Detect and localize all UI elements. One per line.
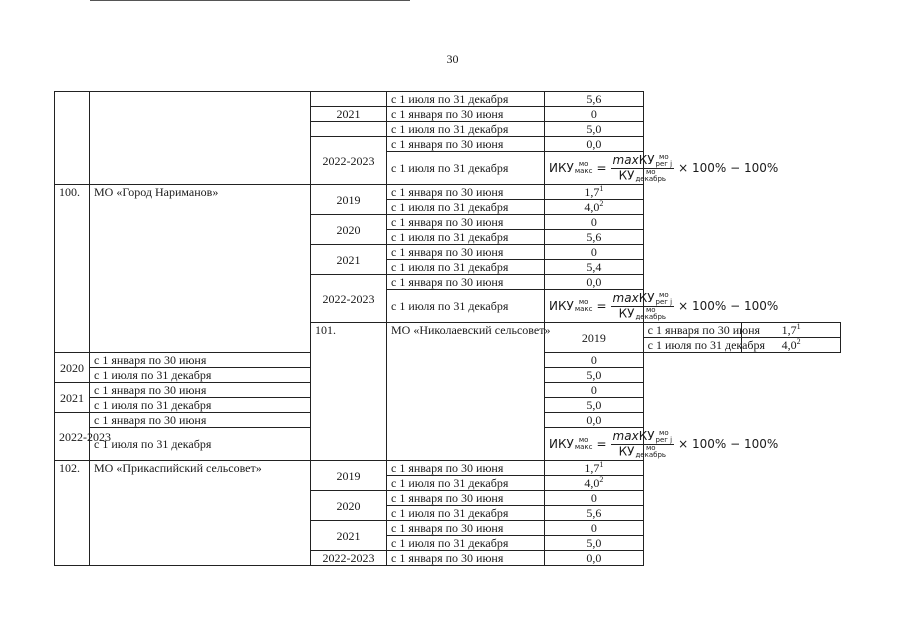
value-cell: $1,7^1$ <box>545 461 644 476</box>
municipality-cell: МО «Город Нариманов» <box>90 185 311 353</box>
page-number: 30 <box>446 52 459 66</box>
footnote-mark: 2 <box>599 475 604 484</box>
value-cell: 0 <box>545 383 644 398</box>
period-cell: с 1 июля по 31 декабря <box>387 506 545 521</box>
period-cell: с 1 июля по 31 декабря <box>387 200 545 215</box>
footnote-mark: 2 <box>796 337 801 346</box>
value-cell: 5,0 <box>545 398 644 413</box>
period-cell: с 1 июля по 31 декабря <box>387 230 545 245</box>
value-cell: 0,0 <box>545 137 644 152</box>
value-cell: 5,0 <box>545 122 644 137</box>
period-cell: с 1 января по 30 июня <box>387 461 545 476</box>
period-cell: с 1 января по 30 июня <box>387 215 545 230</box>
period-cell: с 1 января по 30 июня <box>643 323 742 338</box>
value-cell: $1,7^1$ <box>742 323 841 338</box>
period-cell: с 1 июля по 31 декабря <box>387 92 545 107</box>
period-cell: с 1 января по 30 июня <box>387 137 545 152</box>
year-cell: 2020 <box>311 215 387 245</box>
value-cell: 5,6 <box>545 506 644 521</box>
period-cell: с 1 января по 30 июня <box>387 491 545 506</box>
year-cell: 2021 <box>311 107 387 122</box>
year-cell: 2022-2023 <box>55 413 90 461</box>
period-cell: с 1 июля по 31 декабря <box>643 338 742 353</box>
period-cell: с 1 января по 30 июня <box>387 521 545 536</box>
footnote-mark: 1 <box>599 460 604 469</box>
max-tariff-formula: ИКУ мо макс = maxКУ мо рег j КУ мо декабрь × 100% − 100% <box>549 428 779 459</box>
period-cell: с 1 января по 30 июня <box>90 353 311 368</box>
tariff-index-table <box>54 91 841 566</box>
value-cell: 0 <box>545 215 644 230</box>
period-cell: с 1 января по 30 июня <box>387 551 545 566</box>
value-cell: 0 <box>545 353 644 368</box>
year-cell <box>311 122 387 137</box>
value-cell: 0 <box>545 245 644 260</box>
year-cell: 2019 <box>545 323 644 353</box>
value-cell: $4,0^2$ <box>545 476 644 491</box>
value-cell: $1,7^1$ <box>545 185 644 200</box>
period-cell: с 1 июля по 31 декабря <box>90 368 311 383</box>
period-cell: с 1 января по 30 июня <box>90 413 311 428</box>
table-row <box>55 461 841 476</box>
year-cell <box>311 92 387 107</box>
period-cell: с 1 июля по 31 декабря <box>387 122 545 137</box>
year-cell: 2021 <box>311 521 387 551</box>
period-cell: с 1 июля по 31 декабря <box>90 398 311 413</box>
period-cell: с 1 июля по 31 декабря <box>387 476 545 491</box>
period-cell: с 1 января по 30 июня <box>90 383 311 398</box>
formula-lhs: ИКУ <box>549 298 574 313</box>
value-cell: $4,0^2$ <box>742 338 841 353</box>
value-cell: 0 <box>545 107 644 122</box>
value-cell: 0,0 <box>545 551 644 566</box>
footnote-mark: 1 <box>796 322 801 331</box>
value-cell: 0,0 <box>545 275 644 290</box>
value-cell: 0,0 <box>545 413 644 428</box>
row-number-cell <box>55 92 90 185</box>
formula-lhs: ИКУ <box>549 436 574 451</box>
value-cell: 5,6 <box>545 92 644 107</box>
year-cell: 2022-2023 <box>311 275 387 323</box>
year-cell: 2020 <box>55 353 90 383</box>
year-cell: 2020 <box>311 491 387 521</box>
municipality-cell <box>90 92 311 185</box>
year-cell: 2022-2023 <box>311 551 387 566</box>
period-cell: с 1 января по 30 июня <box>387 107 545 122</box>
municipality-cell: МО «Николаевский сельсовет» <box>387 323 545 461</box>
period-cell: с 1 июля по 31 декабря <box>387 152 545 185</box>
footnote-mark: 2 <box>599 199 604 208</box>
table-row <box>55 185 841 200</box>
top-rule <box>90 0 410 1</box>
formula-lhs: ИКУ <box>549 160 574 175</box>
footnote-mark: 1 <box>599 184 604 193</box>
period-cell: с 1 июля по 31 декабря <box>387 260 545 275</box>
value-cell: $4,0^2$ <box>545 200 644 215</box>
value-cell <box>545 290 779 323</box>
municipality-cell: МО «Прикаспийский сельсовет» <box>90 461 311 566</box>
year-cell: 2022-2023 <box>311 137 387 185</box>
max-tariff-formula: ИКУ мо макс = maxКУ мо рег j КУ мо декабрь × 100% − 100% <box>549 290 779 321</box>
value-cell: 5,0 <box>545 536 644 551</box>
year-cell: 2019 <box>311 461 387 491</box>
period-cell: с 1 января по 30 июня <box>387 185 545 200</box>
period-cell: с 1 января по 30 июня <box>387 245 545 260</box>
period-cell: с 1 июля по 31 декабря <box>387 290 545 323</box>
value-cell: 5,0 <box>545 368 644 383</box>
year-cell: 2021 <box>311 245 387 275</box>
year-cell: 2021 <box>55 383 90 413</box>
period-cell: с 1 января по 30 июня <box>387 275 545 290</box>
value-cell: 5,6 <box>545 230 644 245</box>
value-cell <box>545 428 779 461</box>
max-tariff-formula: ИКУ мо макс = maxКУ мо рег j КУ мо декабрь × 100% − 100% <box>549 152 779 183</box>
row-number-cell: 101. <box>311 323 387 461</box>
value-cell <box>545 152 779 185</box>
period-cell: с 1 июля по 31 декабря <box>90 428 311 461</box>
value-cell: 0 <box>545 491 644 506</box>
year-cell: 2019 <box>311 185 387 215</box>
row-number-cell: 100. <box>55 185 90 353</box>
period-cell: с 1 июля по 31 декабря <box>387 536 545 551</box>
value-cell: 5,4 <box>545 260 644 275</box>
row-number-cell: 102. <box>55 461 90 566</box>
table-row <box>55 92 841 107</box>
value-cell: 0 <box>545 521 644 536</box>
